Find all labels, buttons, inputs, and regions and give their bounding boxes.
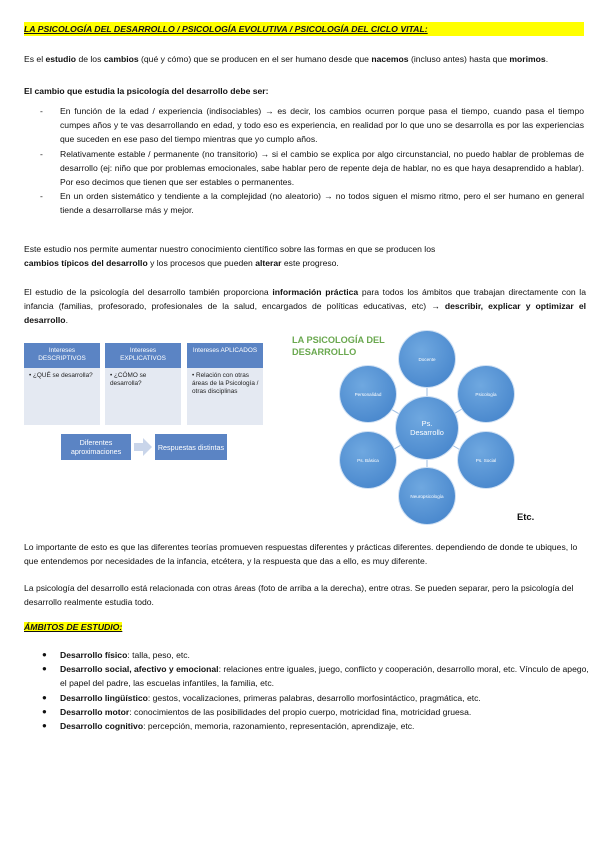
intereses-explicativos-box [105, 343, 181, 425]
mindmap-node-neuropsicologia: Neuropsicología [399, 468, 455, 524]
list-item: - En función de la edad / experiencia (indisociables) → es decir, los cambios ocurren porque pasa el tiempo, cuando pasa el tiempo cumpes años y te vas desarrollando en edad, y todo eso es experiencia, en realidad por lo que uno se desarrolla es por las experiencias que suceden en ese paso del tiempo mientras que yo cumplo años. [40, 106, 584, 145]
box-body: • ¿QUÉ se desarrolla? [29, 372, 93, 379]
mindmap-node-personalidad: Personalidad [340, 366, 396, 422]
practica-paragraph: El estudio de la psicología del desarrollo también proporciona información práctica para todos los ámbitos que trabajan directamente con la infancia (familias, profesorado, profesionales de la salud, encargados de políticas educativas, etc) → describir, explicar y optimizar el desarrollo. [24, 287, 586, 326]
estudio-paragraph: Este estudio nos permite aumentar nuestro conocimiento científico sobre las formas en que se producen los cambios típicos del desarrollo y los procesos que pueden alterar este progreso. [24, 244, 436, 269]
intereses-descriptivos-box [24, 343, 100, 425]
list-item: ● Desarrollo motor: conocimientos de las posibilidades del propio cuerpo, motricidad fina, motricidad gruesa. [42, 706, 472, 717]
mindmap-etc-label: Etc. [517, 511, 535, 522]
arrow-right-icon [134, 438, 152, 456]
mindmap-node-ps-basica: Ps. Básica [340, 432, 396, 488]
box-body: • ¿CÓMO se desarrolla? [110, 372, 147, 387]
box-header: Intereses EXPLICATIVOS [105, 343, 181, 368]
box-header: Intereses DESCRIPTIVOS [24, 343, 100, 368]
mindmap-node-docente: Docente [399, 331, 455, 387]
page-title: LA PSICOLOGÍA DEL DESARROLLO / PSICOLOGÍA EVOLUTIVA / PSICOLOGÍA DEL CICLO VITAL: [24, 22, 584, 36]
flow-respuestas-distintas: Respuestas distintas [155, 434, 227, 460]
flow-diferentes-aproximaciones: Diferentes aproximaciones [61, 434, 131, 460]
mindmap-node-ps-social: Ps. Social [458, 432, 514, 488]
list-item: ● Desarrollo lingüístico: gestos, vocalizaciones, primeras palabras, desarrollo morfosintáctico, pragmática, etc. [42, 692, 481, 703]
list-item: ● Desarrollo social, afectivo y emocional: relaciones entre iguales, juego, conflicto y cooperación, desarrollo moral, etc. Vínculo de apego, el papel del padre, las escuelas infantiles, la familia, etc. [42, 664, 589, 689]
cambio-heading: El cambio que estudia la psicología del desarrollo debe ser: [24, 86, 269, 96]
areas-paragraph: La psicología del desarrollo está relacionada con otras áreas (foto de arriba a la derecha), entre otras. Se pueden separar, pero la psicología del desarrollo realmente estudia todo. [24, 583, 574, 608]
ambitos-heading: ÁMBITOS DE ESTUDIO: [24, 622, 123, 632]
mindmap-title: LA PSICOLOGÍA DEL DESARROLLO [292, 335, 385, 357]
list-item: ● Desarrollo físico: talla, peso, etc. [42, 650, 190, 660]
intereses-aplicados-box [187, 343, 263, 425]
mindmap-node-psicologia: Psicología [458, 366, 514, 422]
teorias-paragraph: Lo importante de esto es que las diferentes teorías promueven respuestas diferentes y prácticas diferentes. dependiendo de donde te ubiques, lo que entendemos por necesidades de la infancia, etcétera, y la respuesta que das a ello, es muy diferente. [24, 542, 578, 567]
box-body: • Relación con otras áreas de la Psicología / otras disciplinas [192, 372, 259, 395]
box-header: Intereses APLICADOS [187, 343, 263, 368]
mindmap-center-node: Ps. Desarrollo [396, 397, 458, 459]
intro-paragraph: Es el estudio de los cambios (qué y cómo) que se producen en el ser humano desde que nacemos (incluso antes) hasta que morimos. [24, 54, 549, 64]
list-item: - En un orden sistemático y tendiente a la complejidad (no aleatorio) → no todos siguen el mismo ritmo, pero el ser humano en general tiende a desarrollarse más y mejor. [40, 191, 584, 216]
list-item: ● Desarrollo cognitivo: percepción, memoria, razonamiento, representación, aprendizaje, etc. [42, 721, 415, 732]
ambitos-list [42, 648, 590, 733]
cambio-list [40, 104, 584, 218]
list-item: - Relativamente estable / permanente (no transitorio) → si el cambio se explica por algo circunstancial, no puedo hablar de problemas de desarrollo (ej: niño que por problemas emocionales, sabe hablar pero de repente deja de hablar, no es que haya desaprendido a hablar). Por eso decimos que tienen que ser estables o permanentes. [40, 148, 584, 188]
